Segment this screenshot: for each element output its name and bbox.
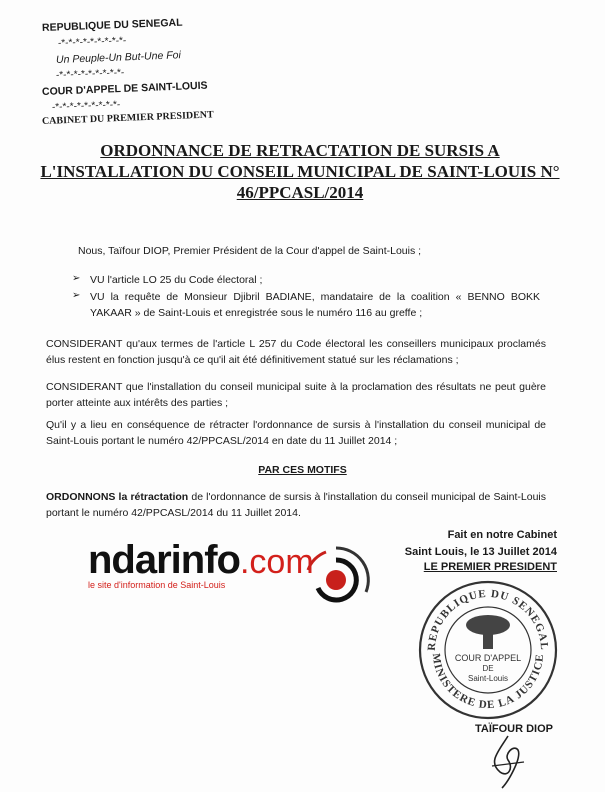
header-dots: -*-*-*-*-*-*-*-*-*- <box>57 35 127 49</box>
signature-date-line: Saint Louis, le 13 Juillet 2014 <box>404 546 557 558</box>
signature-place-line: Fait en notre Cabinet <box>447 529 557 541</box>
watermark-tld: .com <box>239 543 314 581</box>
header-motto: Un Peuple-Un But-Une Foi <box>55 49 182 66</box>
conclusion-paragraph: Qu'il y a lieu en conséquence de rétracter l'ordonnance de sursis à l'installation du conseil municipal de Saint-Louis portant le numéro 42/PPCASL/2014 en date du 11 Juillet 2014 ; <box>46 419 546 447</box>
motifs-heading: PAR CES MOTIFS <box>258 464 347 476</box>
bullet-arrow-icon: ➢ <box>72 273 81 284</box>
baobab-tree-icon <box>466 615 510 649</box>
header-court: COUR D'APPEL DE SAINT-LOUIS <box>41 79 208 98</box>
bullet-vu-article: VU l'article LO 25 du Code électoral ; <box>90 274 263 286</box>
bullet-arrow-icon: ➢ <box>72 290 81 301</box>
header-cabinet: CABINET DU PREMIER PRESIDENT <box>41 109 214 127</box>
watermark-tagline: le site d'information de Saint-Louis <box>88 580 226 590</box>
considerant-paragraph-2: CONSIDERANT que l'installation du conseil municipal suite à la proclamation des résultats ne peut guère porter atteinte aux intérêts des parties ; <box>46 381 546 409</box>
header-country: REPUBLIQUE DU SENEGAL <box>41 16 183 34</box>
header-dots-3: -*-*-*-*-*-*-*-*-*- <box>51 99 121 113</box>
official-stamp <box>413 575 563 725</box>
handwritten-signature <box>478 732 538 792</box>
watermark-swirl-icon <box>296 540 376 620</box>
ordonnons-paragraph <box>46 489 546 521</box>
watermark-brand: ndarinfo <box>88 538 240 582</box>
considerant-paragraph-1: CONSIDERANT qu'aux termes de l'article L 257 du Code électoral les conseillers municipaux proclamés élus restent en fonction jusqu'à ce qu'il ait été définitivement statué sur les réclamations ; <box>46 338 546 366</box>
stamp-bottom-text: MINISTERE DE LA JUSTICE <box>429 652 547 712</box>
stamp-center-line-3: Saint-Louis <box>467 674 509 683</box>
stamp-center-line-2: DE <box>482 664 494 673</box>
stamp-top-text: REPUBLIQUE DU SENEGAL <box>425 587 551 652</box>
stamp-center-line-1: COUR D'APPEL <box>454 653 522 663</box>
document-title: ORDONNANCE DE RETRACTATION DE SURSIS A L'INSTALLATION DU CONSEIL MUNICIPAL DE SAINT-LOUIS N° 46/PPCASL/2014 <box>40 141 560 202</box>
ordonnons-bold: ORDONNONS la rétractation <box>46 491 189 503</box>
watermark-logo <box>88 538 314 590</box>
intro-paragraph: Nous, Taïfour DIOP, Premier Président de la Cour d'appel de Saint-Louis ; <box>78 245 422 257</box>
signature-title-line: LE PREMIER PRESIDENT <box>423 561 557 573</box>
ordonnons-text: de l'ordonnance de sursis à l'installation du conseil municipal de Saint-Louis portant le numéro 42/PPCASL/2014 du 11 Juillet 2014. <box>46 491 546 519</box>
header-dots-2: -*-*-*-*-*-*-*-*-*- <box>55 67 125 81</box>
bullet-vu-requete: VU la requête de Monsieur Djibril BADIANE, mandataire de la coalition « BENNO BOKK YAKAAR » de Saint-Louis et enregistrée sous le numéro 116 au greffe ; <box>90 291 540 319</box>
signature-name: TAÏFOUR DIOP <box>474 723 553 735</box>
